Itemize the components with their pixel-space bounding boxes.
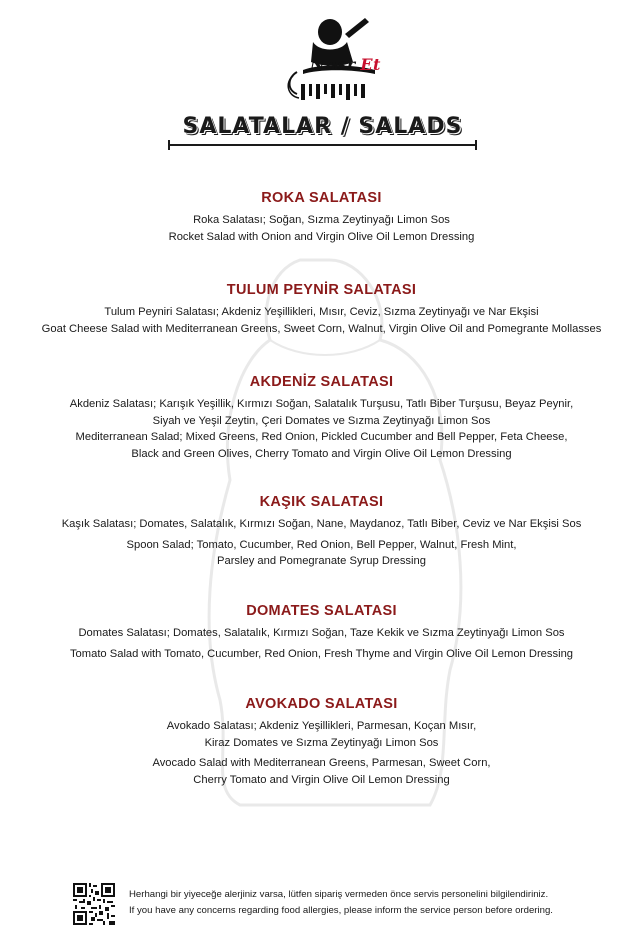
brand-main: Nusr (310, 55, 355, 74)
description-tr: Avokado Salatası; Akdeniz Yeşillikleri, Parmesan, Koçan Mısır, (166, 720, 477, 732)
brand-accent: Et (360, 55, 381, 74)
allergy-footer (73, 883, 593, 925)
brand-wordmark: Nusr.Et (310, 55, 381, 74)
menu-section (0, 494, 643, 570)
section-title: ROKA SALATASI (261, 190, 382, 206)
section-title: KAŞIK SALATASI (259, 494, 384, 510)
description-en: Tomato Salad with Tomato, Cucumber, Red Onion, Fresh Thyme and Virgin Olive Oil Lemon Dressing (69, 647, 574, 660)
description-en: Black and Green Olives, Cherry Tomato and Virgin Olive Oil Lemon Dressing (131, 447, 512, 460)
description-tr: Siyah ve Yeşil Zeytin, Çeri Domates ve Sızma Zeytinyağı Limon Sos (152, 414, 491, 427)
allergy-notice (129, 887, 553, 919)
menu-section (0, 603, 643, 662)
description-tr: Kaşık Salatası; Domates, Salatalık, Kırmızı Soğan, Nane, Maydanoz, Tatlı Biber, Ceviz ve Nar Ekşisi Sos (61, 518, 582, 530)
description-tr: Kiraz Domates ve Sızma Zeytinyağı Limon Sos (204, 736, 439, 749)
page-title-block (168, 114, 477, 150)
menu-section (0, 696, 643, 788)
description-en: Mediterranean Salad; Mixed Greens, Red Onion, Pickled Cucumber and Bell Pepper, Feta Cheese, (75, 431, 568, 443)
description-en: Cherry Tomato and Virgin Olive Oil Lemon Dressing (193, 773, 450, 786)
title-underline (168, 144, 477, 146)
menu-section (0, 190, 643, 245)
section-title: TULUM PEYNİR SALATASI (226, 282, 417, 298)
allergy-notice-tr: Herhangi bir yiyeceğe alerjiniz varsa, lütfen sipariş vermeden önce servis personelini bilgilendiriniz. (129, 889, 549, 900)
page-title: SALATALAR / SALADS (182, 114, 463, 139)
description-en: Parsley and Pomegranate Syrup Dressing (217, 555, 426, 567)
section-title: DOMATES SALATASI (246, 603, 397, 619)
section-title: AVOKADO SALATASI (245, 696, 398, 712)
allergy-notice-en: If you have any concerns regarding food allergies, please inform the service person before ordering. (129, 905, 553, 916)
description-tr: Tulum Peyniri Salatası; Akdeniz Yeşillikleri, Mısır, Ceviz, Sızma Zeytinyağı ve Nar Ekşisi (104, 306, 539, 318)
description-en: Spoon Salad; Tomato, Cucumber, Red Onion, Bell Pepper, Walnut, Fresh Mint, (126, 538, 517, 551)
description-en: Rocket Salad with Onion and Virgin Olive Oil Lemon Dressing (168, 230, 475, 243)
description-en: Goat Cheese Salad with Mediterranean Greens, Sweet Corn, Walnut, Virgin Olive Oil and Pomegrante Mollasses (41, 322, 602, 335)
menu-section (0, 282, 643, 337)
description-tr: Domates Salatası; Domates, Salatalık, Kırmızı Soğan, Taze Kekik ve Sızma Zeytinyağı Limon Sos (78, 627, 565, 639)
description-tr: Roka Salatası; Soğan, Sızma Zeytinyağı Limon Sos (193, 214, 450, 226)
qr-code-icon[interactable] (73, 883, 115, 925)
description-en: Avocado Salad with Mediterranean Greens, Parmesan, Sweet Corn, (152, 757, 491, 769)
menu-section (0, 374, 643, 462)
section-title: AKDENİZ SALATASI (249, 374, 394, 390)
description-tr: Akdeniz Salatası; Karışık Yeşillik, Kırmızı Soğan, Salatalık Turşusu, Tatlı Biber Turşusu, Beyaz Peynir, (69, 398, 574, 410)
